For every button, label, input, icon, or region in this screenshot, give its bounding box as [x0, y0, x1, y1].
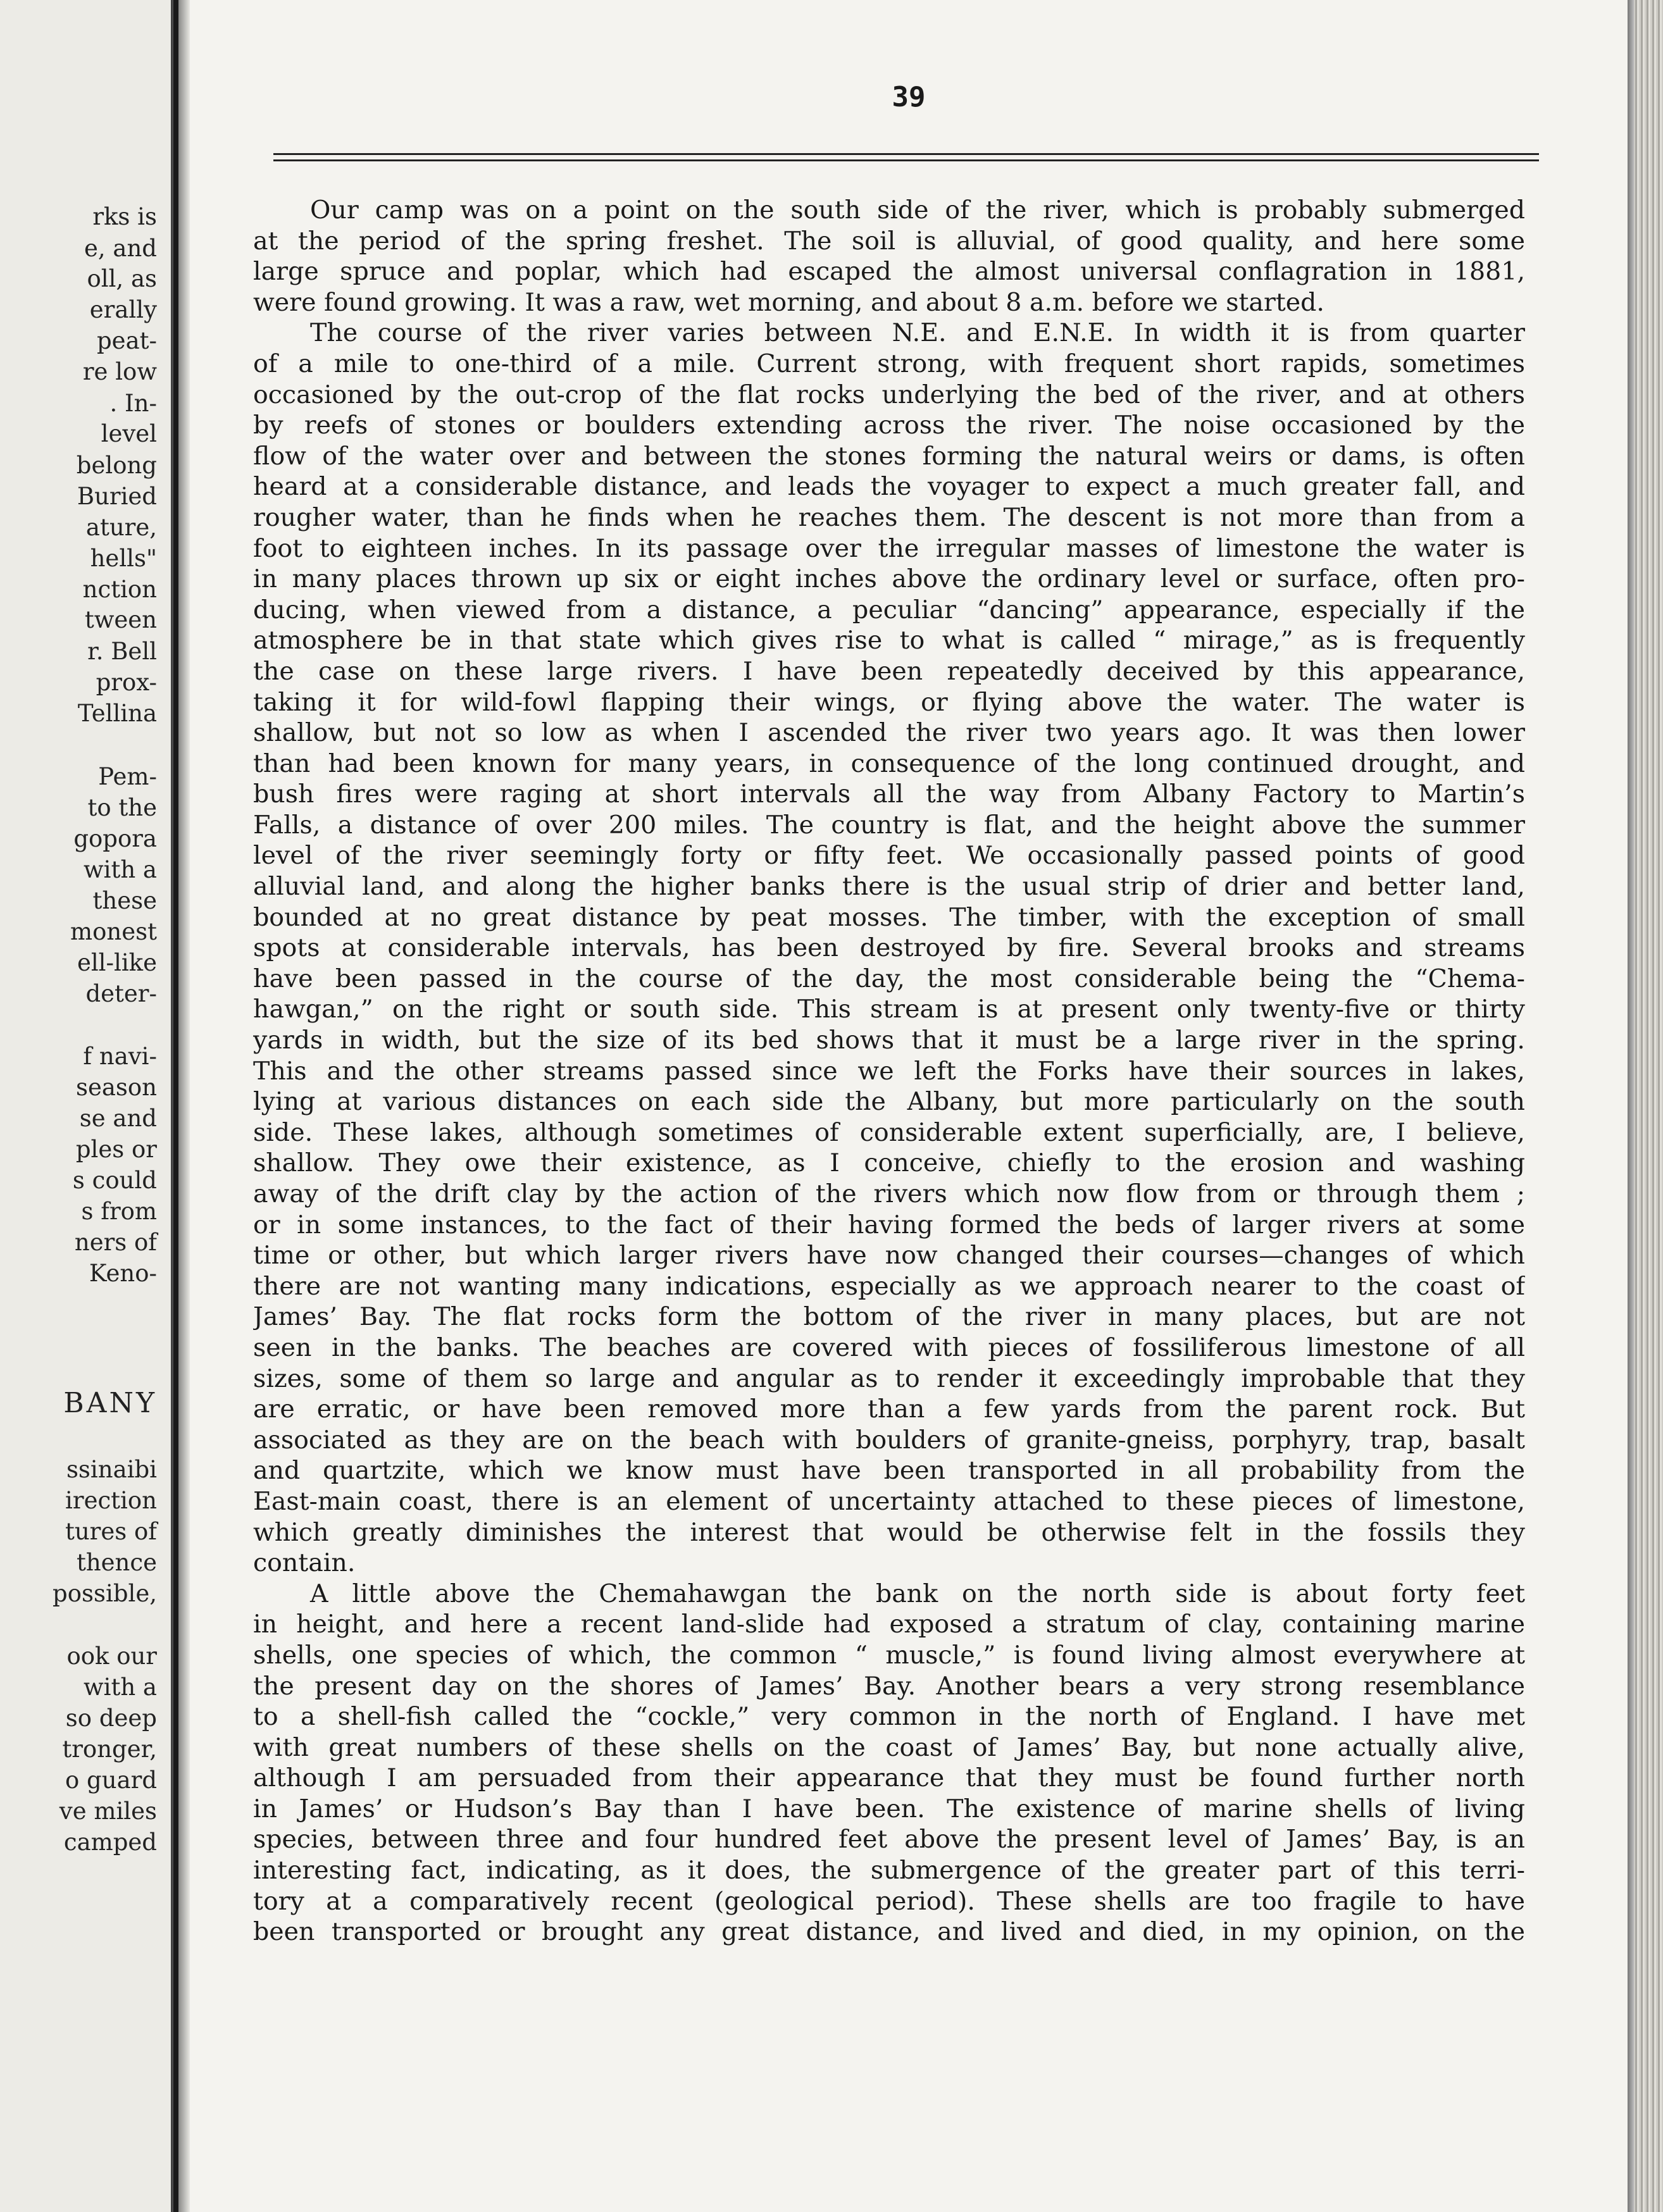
text-line: with great numbers of these shells on the coast of James’ Bay, but none actually alive,	[253, 1732, 1525, 1762]
text-line: tory at a comparatively recent (geological period). These shells are too fragile to have	[253, 1886, 1525, 1916]
text-line: species, between three and four hundred feet above the present level of James’ Bay, is an	[253, 1825, 1525, 1855]
adjacent-page-text-fragment: BANY	[63, 1387, 157, 1419]
adjacent-page-text-fragment: ssinaibi	[66, 1456, 157, 1483]
text-line: spots at considerable intervals, has been destroyed by fire. Several brooks and streams	[253, 933, 1525, 963]
text-line: seen in the banks. The beaches are covered with pieces of fossiliferous limestone of all	[253, 1333, 1525, 1362]
adjacent-page-text-fragment: o guard	[65, 1767, 157, 1794]
adjacent-page-text-fragment: s from	[81, 1198, 157, 1225]
text-line: taking it for wild-fowl flapping their wings, or flying above the water. The water is	[253, 687, 1525, 717]
adjacent-page-text-fragment: gopora	[73, 825, 157, 852]
adjacent-page-text-fragment: hells"	[90, 545, 157, 572]
adjacent-page-text-fragment: r. Bell	[87, 638, 157, 665]
adjacent-page-text-fragment: ell-like	[77, 949, 157, 976]
adjacent-page-text-fragment: tronger,	[62, 1736, 157, 1763]
adjacent-page-text-fragment: se and	[79, 1105, 157, 1132]
text-line: James’ Bay. The flat rocks form the bottom of the river in many places, but are not	[253, 1302, 1525, 1332]
adjacent-page-text-fragment: monest	[70, 918, 157, 945]
text-line: the present day on the shores of James’ Bay. Another bears a very strong resemblance	[253, 1671, 1525, 1701]
text-line: time or other, but which larger rivers have now changed their courses—changes of which	[253, 1241, 1525, 1271]
text-line: to a shell-fish called the “cockle,” very common in the north of England. I have met	[253, 1702, 1525, 1732]
text-line: sizes, some of them so large and angular as to render it exceedingly improbable that they	[253, 1364, 1525, 1393]
text-line: by reefs of stones or boulders extending across the river. The noise occasioned by the	[253, 411, 1525, 440]
adjacent-page-text-fragment: ook our	[66, 1643, 157, 1670]
text-line: which greatly diminishes the interest that would be otherwise felt in the fossils they	[253, 1517, 1525, 1547]
adjacent-page-text-fragment: peat-	[96, 327, 157, 354]
text-line: heard at a considerable distance, and leads the voyager to expect a much greater fall, and	[253, 472, 1525, 502]
text-line: foot to eighteen inches. In its passage over the irregular masses of limestone the water is	[253, 533, 1525, 563]
text-line: in James’ or Hudson’s Bay than I have been. The existence of marine shells of living	[253, 1794, 1525, 1824]
text-line: large spruce and poplar, which had escaped the almost universal conflagration in 1881,	[253, 257, 1525, 287]
text-line: A little above the Chemahawgan the bank on the north side is about forty feet	[310, 1579, 1525, 1608]
adjacent-page-text-fragment: ples or	[75, 1136, 157, 1163]
text-line: flow of the water over and between the stones forming the natural weirs or dams, is often	[253, 441, 1525, 471]
adjacent-page-text-fragment: these	[92, 887, 157, 914]
adjacent-page-text-fragment: Buried	[77, 483, 157, 510]
adjacent-page-text-fragment: so deep	[65, 1705, 157, 1732]
text-line: This and the other streams passed since we left the Forks have their sources in lakes,	[253, 1056, 1525, 1086]
text-line: yards in width, but the size of its bed shows that it must be a large river in the spring.	[253, 1026, 1525, 1055]
text-line: lying at various distances on each side the Albany, but more particularly on the south	[253, 1087, 1525, 1117]
page-number: 39	[892, 81, 926, 113]
text-line: are erratic, or have been removed more than a few yards from the parent rock. But	[253, 1395, 1525, 1424]
adjacent-page-text-fragment: prox-	[96, 669, 157, 696]
text-line: shallow. They owe their existence, as I conceive, chiefly to the erosion and washing	[253, 1148, 1525, 1178]
adjacent-page-text-fragment: with a	[83, 856, 157, 883]
text-line: shallow, but not so low as when I ascended the river two years ago. It was then lower	[253, 718, 1525, 748]
document-page	[190, 0, 1628, 2212]
text-line: contain.	[253, 1548, 356, 1578]
text-line: interesting fact, indicating, as it does, the submergence of the greater part of this terri-	[253, 1856, 1525, 1886]
adjacent-page-text-fragment: s could	[72, 1167, 157, 1194]
text-line: ducing, when viewed from a distance, a peculiar “dancing” appearance, especially if the	[253, 595, 1525, 624]
text-line: The course of the river varies between N.E. and E.N.E. In width it is from quarter	[310, 318, 1525, 348]
text-line: shells, one species of which, the common “ muscle,” is found living almost everywhere at	[253, 1640, 1525, 1670]
text-line: away of the drift clay by the action of the rivers which now flow from or through them ;	[253, 1179, 1525, 1209]
adjacent-page-text-fragment: ners of	[74, 1229, 157, 1256]
adjacent-page-text-fragment: level	[101, 420, 157, 447]
text-line: have been passed in the course of the day, the most considerable being the “Chema-	[253, 964, 1525, 993]
adjacent-page-text-fragment: ature,	[85, 514, 157, 541]
text-line: in many places thrown up six or eight inches above the ordinary level or surface, often pro-	[253, 564, 1525, 594]
text-line: atmosphere be in that state which gives rise to what is called “ mirage,” as is frequently	[253, 626, 1525, 656]
adjacent-page-text-fragment: nction	[82, 576, 157, 603]
adjacent-page-text-fragment: Pem-	[98, 763, 157, 790]
adjacent-page-text-fragment: e, and	[84, 235, 157, 262]
adjacent-page-text-fragment: rks is	[92, 203, 157, 230]
header-rule-top	[273, 153, 1539, 155]
text-line: in height, and here a recent land-slide had exposed a stratum of clay, containing marine	[253, 1610, 1525, 1639]
adjacent-page-text-fragment: Tellina	[77, 700, 157, 727]
adjacent-page-text-fragment: . In-	[109, 390, 157, 417]
adjacent-page-text-fragment: deter-	[85, 980, 157, 1007]
adjacent-page-strip	[0, 0, 171, 2212]
adjacent-page-text-fragment: re low	[82, 358, 157, 385]
adjacent-page-text-fragment: camped	[63, 1829, 157, 1856]
text-line: occasioned by the out-crop of the flat rocks underlying the bed of the river, and at others	[253, 380, 1525, 409]
text-line: bush fires were raging at short intervals all the way from Albany Factory to Martin’s	[253, 780, 1525, 809]
adjacent-page-text-fragment: f navi-	[83, 1043, 157, 1070]
adjacent-page-text-fragment: Keno-	[89, 1260, 157, 1287]
adjacent-page-text-fragment: tures of	[65, 1518, 157, 1545]
text-line: rougher water, than he finds when he reaches them. The descent is not more than from a	[253, 502, 1525, 532]
text-line: associated as they are on the beach with boulders of granite-gneiss, porphyry, trap, basalt	[253, 1425, 1525, 1455]
text-line: alluvial land, and along the higher banks there is the usual strip of drier and better land,	[253, 872, 1525, 902]
adjacent-page-text-fragment: erally	[89, 296, 157, 323]
text-line: East-main coast, there is an element of uncertainty attached to these pieces of limestone,	[253, 1486, 1525, 1516]
text-line: there are not wanting many indications, especially as we approach nearer to the coast of	[253, 1271, 1525, 1301]
adjacent-page-text-fragment: thence	[76, 1549, 157, 1576]
text-line: than had been known for many years, in consequence of the long continued drought, and	[253, 749, 1525, 778]
text-line: of a mile to one-third of a mile. Current strong, with frequent short rapids, sometimes	[253, 349, 1525, 378]
adjacent-page-text-fragment: irection	[65, 1487, 157, 1514]
text-line: and quartzite, which we know must have been transported in all probability from the	[253, 1456, 1525, 1486]
text-line: been transported or brought any great distance, and lived and died, in my opinion, on the	[253, 1917, 1525, 1947]
text-line: although I am persuaded from their appearance that they must be found further north	[253, 1763, 1525, 1793]
text-line: bounded at no great distance by peat mosses. The timber, with the exception of small	[253, 902, 1525, 932]
text-line: side. These lakes, although sometimes of considerable extent superficially, are, I believe,	[253, 1117, 1525, 1147]
text-line: the case on these large rivers. I have been repeatedly deceived by this appearance,	[253, 656, 1525, 686]
adjacent-page-text-fragment: to the	[87, 794, 157, 821]
text-line: level of the river seemingly forty or fifty feet. We occasionally passed points of good	[253, 841, 1525, 871]
text-line: at the period of the spring freshet. The soil is alluvial, of good quality, and here some	[253, 226, 1525, 256]
adjacent-page-text-fragment: ve miles	[59, 1798, 157, 1825]
text-line: were found growing. It was a raw, wet morning, and about 8 a.m. before we started.	[253, 287, 1324, 317]
text-line: hawgan,” on the right or south side. This stream is at present only twenty-five or thirty	[253, 995, 1525, 1024]
header-rule-bottom	[273, 159, 1539, 161]
adjacent-page-text-fragment: with a	[83, 1674, 157, 1701]
adjacent-page-text-fragment: tween	[84, 606, 157, 633]
adjacent-page-text-fragment: possible,	[53, 1580, 157, 1607]
text-line: Falls, a distance of over 200 miles. The country is flat, and the height above the summer	[253, 810, 1525, 840]
text-line: or in some instances, to the fact of their having formed the beds of larger rivers at some	[253, 1210, 1525, 1240]
body-text	[253, 195, 1525, 1948]
page-stack-edge	[1628, 0, 1663, 2212]
text-line: Our camp was on a point on the south side of the river, which is probably submerged	[310, 196, 1525, 225]
binding-edge	[173, 0, 178, 2212]
adjacent-page-text-fragment: oll, as	[87, 265, 157, 292]
adjacent-page-text-fragment: season	[75, 1074, 157, 1101]
adjacent-page-text-fragment: belong	[76, 452, 157, 479]
